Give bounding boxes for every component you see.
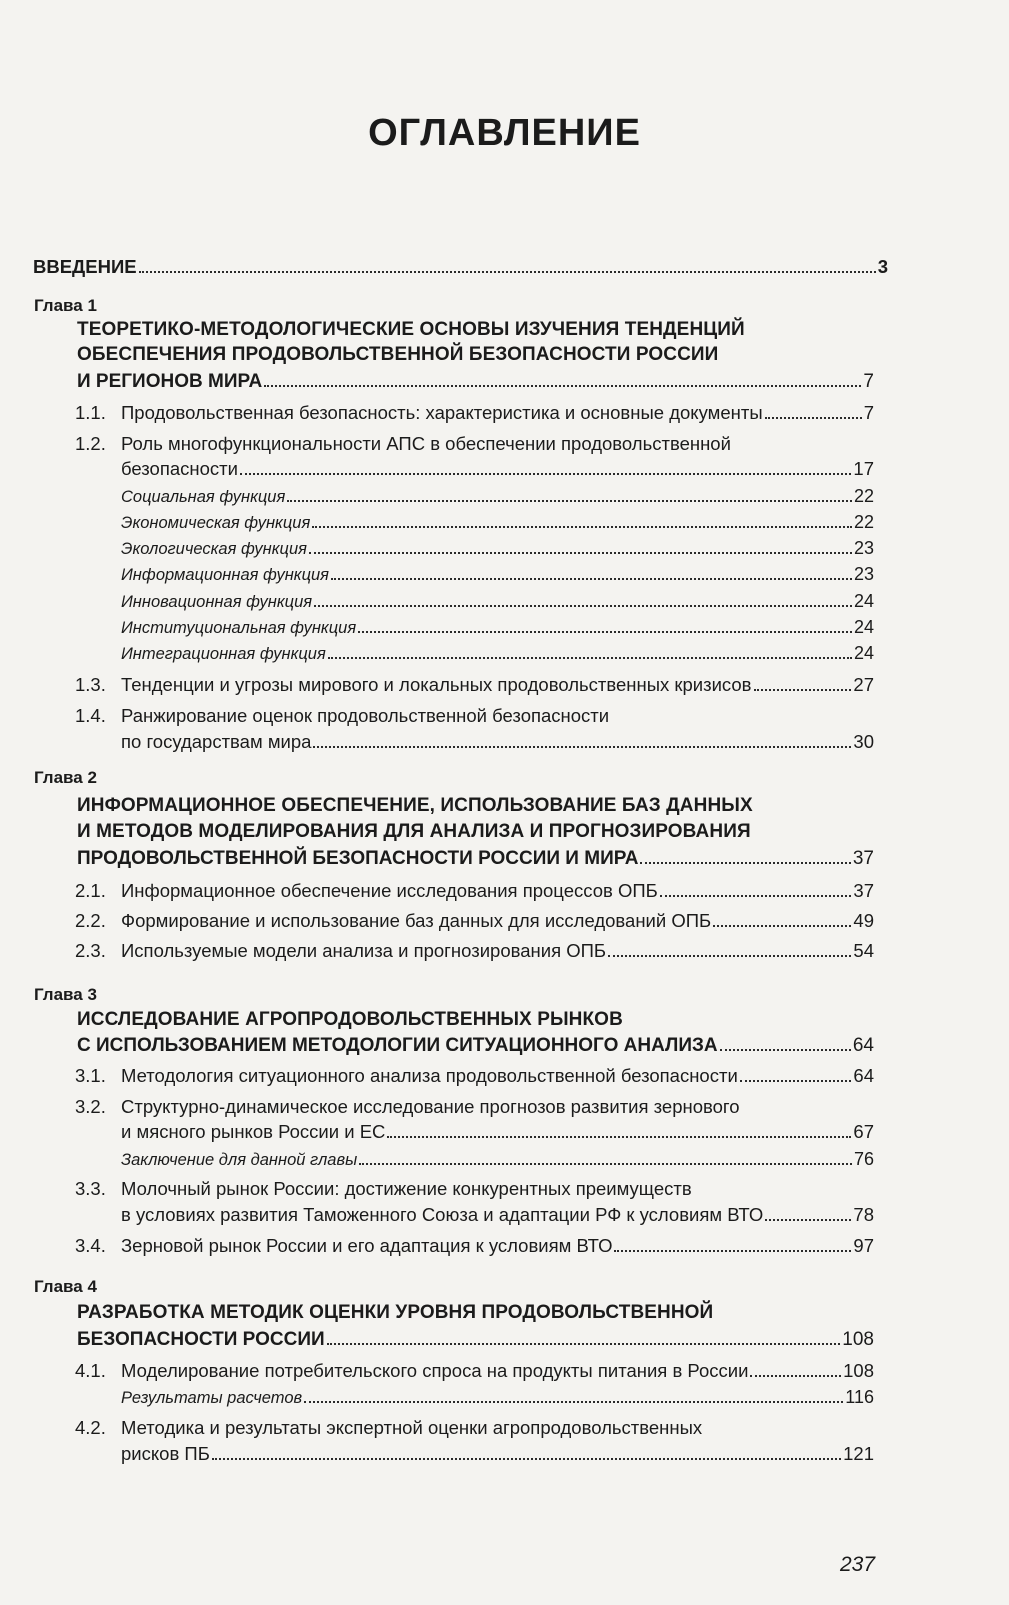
subsection-title: Экологическая функция [121, 540, 307, 558]
dot-leader [359, 1163, 852, 1165]
section-title: Информационное обеспечение исследования процессов ОПБ [121, 880, 658, 901]
section-page: 54 [853, 940, 874, 961]
section-page: 67 [853, 1121, 874, 1142]
dot-leader [765, 1219, 851, 1221]
dot-leader [608, 955, 851, 957]
chapter-title-line[interactable]: И МЕТОДОВ МОДЕЛИРОВАНИЯ ДЛЯ АНАЛИЗА И ПРОГНОЗИРОВАНИЯ [77, 821, 751, 842]
section-page: 7 [863, 402, 874, 423]
dot-leader [313, 746, 851, 748]
toc-entry[interactable] [121, 730, 874, 754]
chapter-title-last-line[interactable] [77, 1328, 874, 1352]
chapter-page: 7 [863, 371, 874, 392]
section-page: 27 [853, 674, 874, 695]
toc-entry[interactable] [121, 401, 874, 425]
section-title: Методология ситуационного анализа продовольственной безопасности [121, 1065, 738, 1086]
section-title: безопасности [121, 458, 238, 479]
toc-subentry[interactable] [121, 510, 874, 535]
dot-leader [304, 1401, 843, 1403]
section-title-line[interactable]: Ранжирование оценок продовольственной безопасности [121, 705, 610, 726]
subsection-page: 116 [845, 1387, 874, 1407]
toc-subentry[interactable] [121, 615, 874, 640]
chapter-title-last-line[interactable] [77, 370, 874, 394]
section-title: и мясного рынков России и ЕС [121, 1121, 386, 1142]
section-number: 1.3. [75, 674, 106, 695]
toc-entry[interactable] [121, 909, 874, 933]
section-number: 3.1. [75, 1065, 106, 1086]
toc-entry[interactable] [121, 879, 874, 903]
dot-leader [720, 1049, 851, 1051]
section-page: 64 [853, 1065, 874, 1086]
dot-leader [139, 271, 876, 273]
chapter-title-line: С ИСПОЛЬЗОВАНИЕМ МЕТОДОЛОГИИ СИТУАЦИОННОГО АНАЛИЗА [77, 1035, 718, 1056]
subsection-title: Интеграционная функция [121, 645, 326, 663]
chapter-title-line[interactable]: ОБЕСПЕЧЕНИЯ ПРОДОВОЛЬСТВЕННОЙ БЕЗОПАСНОСТИ РОССИИ [77, 344, 719, 365]
section-title: рисков ПБ [121, 1443, 210, 1464]
dot-leader [754, 689, 852, 691]
subsection-page: 23 [853, 564, 874, 584]
subsection-page: 76 [853, 1149, 874, 1169]
section-number: 4.2. [75, 1417, 106, 1438]
section-title: по государствам мира [121, 731, 312, 752]
toc-subentry[interactable] [121, 1147, 874, 1172]
chapter-title-line[interactable]: ТЕОРЕТИКО-МЕТОДОЛОГИЧЕСКИЕ ОСНОВЫ ИЗУЧЕНИЯ ТЕНДЕНЦИЙ [77, 319, 745, 340]
section-number: 2.3. [75, 940, 106, 961]
chapter-page: 64 [852, 1035, 874, 1056]
subsection-title: Социальная функция [121, 488, 286, 506]
toc-entry[interactable] [121, 1203, 874, 1227]
toc-entry[interactable] [121, 1120, 874, 1144]
dot-leader [240, 473, 851, 475]
toc-subentry[interactable] [121, 562, 874, 587]
section-page: 17 [853, 458, 874, 479]
dot-leader [358, 631, 852, 633]
section-number: 1.2. [75, 433, 106, 454]
subsection-page: 24 [853, 617, 874, 637]
subsection-page: 24 [853, 591, 874, 611]
toc-subentry[interactable] [121, 536, 874, 561]
chapter-title-line: БЕЗОПАСНОСТИ РОССИИ [77, 1329, 325, 1350]
section-title: Используемые модели анализа и прогнозирования ОПБ [121, 940, 607, 961]
dot-leader [327, 1343, 841, 1345]
dot-leader [713, 925, 851, 927]
section-number: 3.3. [75, 1178, 106, 1199]
chapter-title-last-line[interactable] [77, 1034, 874, 1058]
section-page: 30 [853, 731, 874, 752]
section-number: 3.2. [75, 1096, 106, 1117]
section-title-line[interactable]: Роль многофункциональности АПС в обеспечении продовольственной [121, 433, 731, 454]
dot-leader [314, 605, 852, 607]
chapter-title-line[interactable]: ИССЛЕДОВАНИЕ АГРОПРОДОВОЛЬСТВЕННЫХ РЫНКОВ [77, 1009, 623, 1030]
section-number: 2.2. [75, 910, 106, 931]
dot-leader [331, 578, 852, 580]
chapter-label: Глава 4 [34, 1277, 97, 1296]
dot-leader [312, 526, 852, 528]
intro-label: ВВЕДЕНИЕ [33, 256, 137, 277]
toc-entry[interactable] [121, 457, 874, 481]
dot-leader [614, 1250, 851, 1252]
chapter-title-line: ПРОДОВОЛЬСТВЕННОЙ БЕЗОПАСНОСТИ РОССИИ И МИРА [77, 848, 639, 869]
chapter-label: Глава 3 [34, 985, 97, 1004]
section-title: Формирование и использование баз данных для исследований ОПБ [121, 910, 712, 931]
toc-intro[interactable] [33, 255, 888, 278]
dot-leader [387, 1136, 851, 1138]
toc-entry[interactable] [121, 1234, 874, 1258]
chapter-page: 108 [842, 1329, 874, 1350]
dot-leader [264, 385, 861, 387]
dot-leader [328, 657, 852, 659]
toc-subentry[interactable] [121, 484, 874, 509]
dot-leader [640, 862, 850, 864]
toc-entry[interactable] [121, 1442, 874, 1466]
section-page: 108 [843, 1360, 874, 1381]
dot-leader [750, 1375, 841, 1377]
chapter-title-line[interactable]: ИНФОРМАЦИОННОЕ ОБЕСПЕЧЕНИЕ, ИСПОЛЬЗОВАНИЕ БАЗ ДАННЫХ [77, 795, 753, 816]
chapter-title-last-line[interactable] [77, 847, 874, 871]
section-page: 49 [853, 910, 874, 931]
section-number: 1.4. [75, 705, 106, 726]
toc-entry[interactable] [121, 1359, 874, 1383]
toc-subentry[interactable] [121, 589, 874, 614]
subsection-title: Экономическая функция [121, 514, 311, 532]
chapter-label: Глава 2 [34, 768, 97, 787]
subsection-page: 22 [853, 512, 874, 532]
chapter-page: 37 [852, 848, 874, 869]
toc-entry[interactable] [121, 1064, 874, 1088]
section-number: 2.1. [75, 880, 106, 901]
section-title: Продовольственная безопасность: характеристика и основные документы [121, 402, 763, 423]
section-title-line[interactable]: Молочный рынок России: достижение конкурентных преимуществ [121, 1178, 692, 1199]
subsection-title: Информационная функция [121, 566, 329, 584]
section-title: Зерновой рынок России и его адаптация к условиям ВТО [121, 1235, 613, 1256]
subsection-title: Институциональная функция [121, 619, 357, 637]
toc-entry[interactable] [121, 939, 874, 963]
dot-leader [287, 500, 852, 502]
subsection-page: 24 [853, 643, 874, 663]
section-page: 78 [853, 1204, 874, 1225]
chapter-title-line[interactable]: РАЗРАБОТКА МЕТОДИК ОЦЕНКИ УРОВНЯ ПРОДОВОЛЬСТВЕННОЙ [77, 1302, 714, 1323]
section-title: в условиях развития Таможенного Союза и адаптации РФ к условиям ВТО [121, 1204, 764, 1225]
section-title: Моделирование потребительского спроса на продукты питания в России [121, 1360, 749, 1381]
toc-subentry[interactable] [121, 641, 874, 666]
toc-subentry[interactable] [121, 1385, 874, 1410]
subsection-page: 23 [853, 538, 874, 558]
section-page: 121 [843, 1443, 874, 1464]
subsection-page: 22 [853, 486, 874, 506]
dot-leader [660, 895, 852, 897]
intro-page: 3 [877, 256, 888, 277]
section-page: 97 [853, 1235, 874, 1256]
page-number: 237 [840, 1553, 876, 1576]
page-title: ОГЛАВЛЕНИЕ [368, 112, 641, 154]
section-page: 37 [853, 880, 874, 901]
section-number: 4.1. [75, 1360, 106, 1381]
section-title-line[interactable]: Методика и результаты экспертной оценки агропродовольственных [121, 1417, 703, 1438]
dot-leader [212, 1458, 841, 1460]
subsection-title: Заключение для данной главы [121, 1151, 358, 1169]
section-number: 1.1. [75, 402, 106, 423]
dot-leader [309, 552, 852, 554]
section-title: Тенденции и угрозы мирового и локальных продовольственных кризисов [121, 674, 752, 695]
dot-leader [740, 1080, 852, 1082]
chapter-title-line: И РЕГИОНОВ МИРА [77, 371, 263, 392]
subsection-title: Инновационная функция [121, 593, 313, 611]
dot-leader [765, 417, 862, 419]
section-number: 3.4. [75, 1235, 106, 1256]
section-title-line[interactable]: Структурно-динамическое исследование прогнозов развития зернового [121, 1096, 740, 1117]
toc-entry[interactable] [121, 673, 874, 697]
chapter-label: Глава 1 [34, 296, 97, 315]
subsection-title: Результаты расчетов [121, 1389, 303, 1407]
